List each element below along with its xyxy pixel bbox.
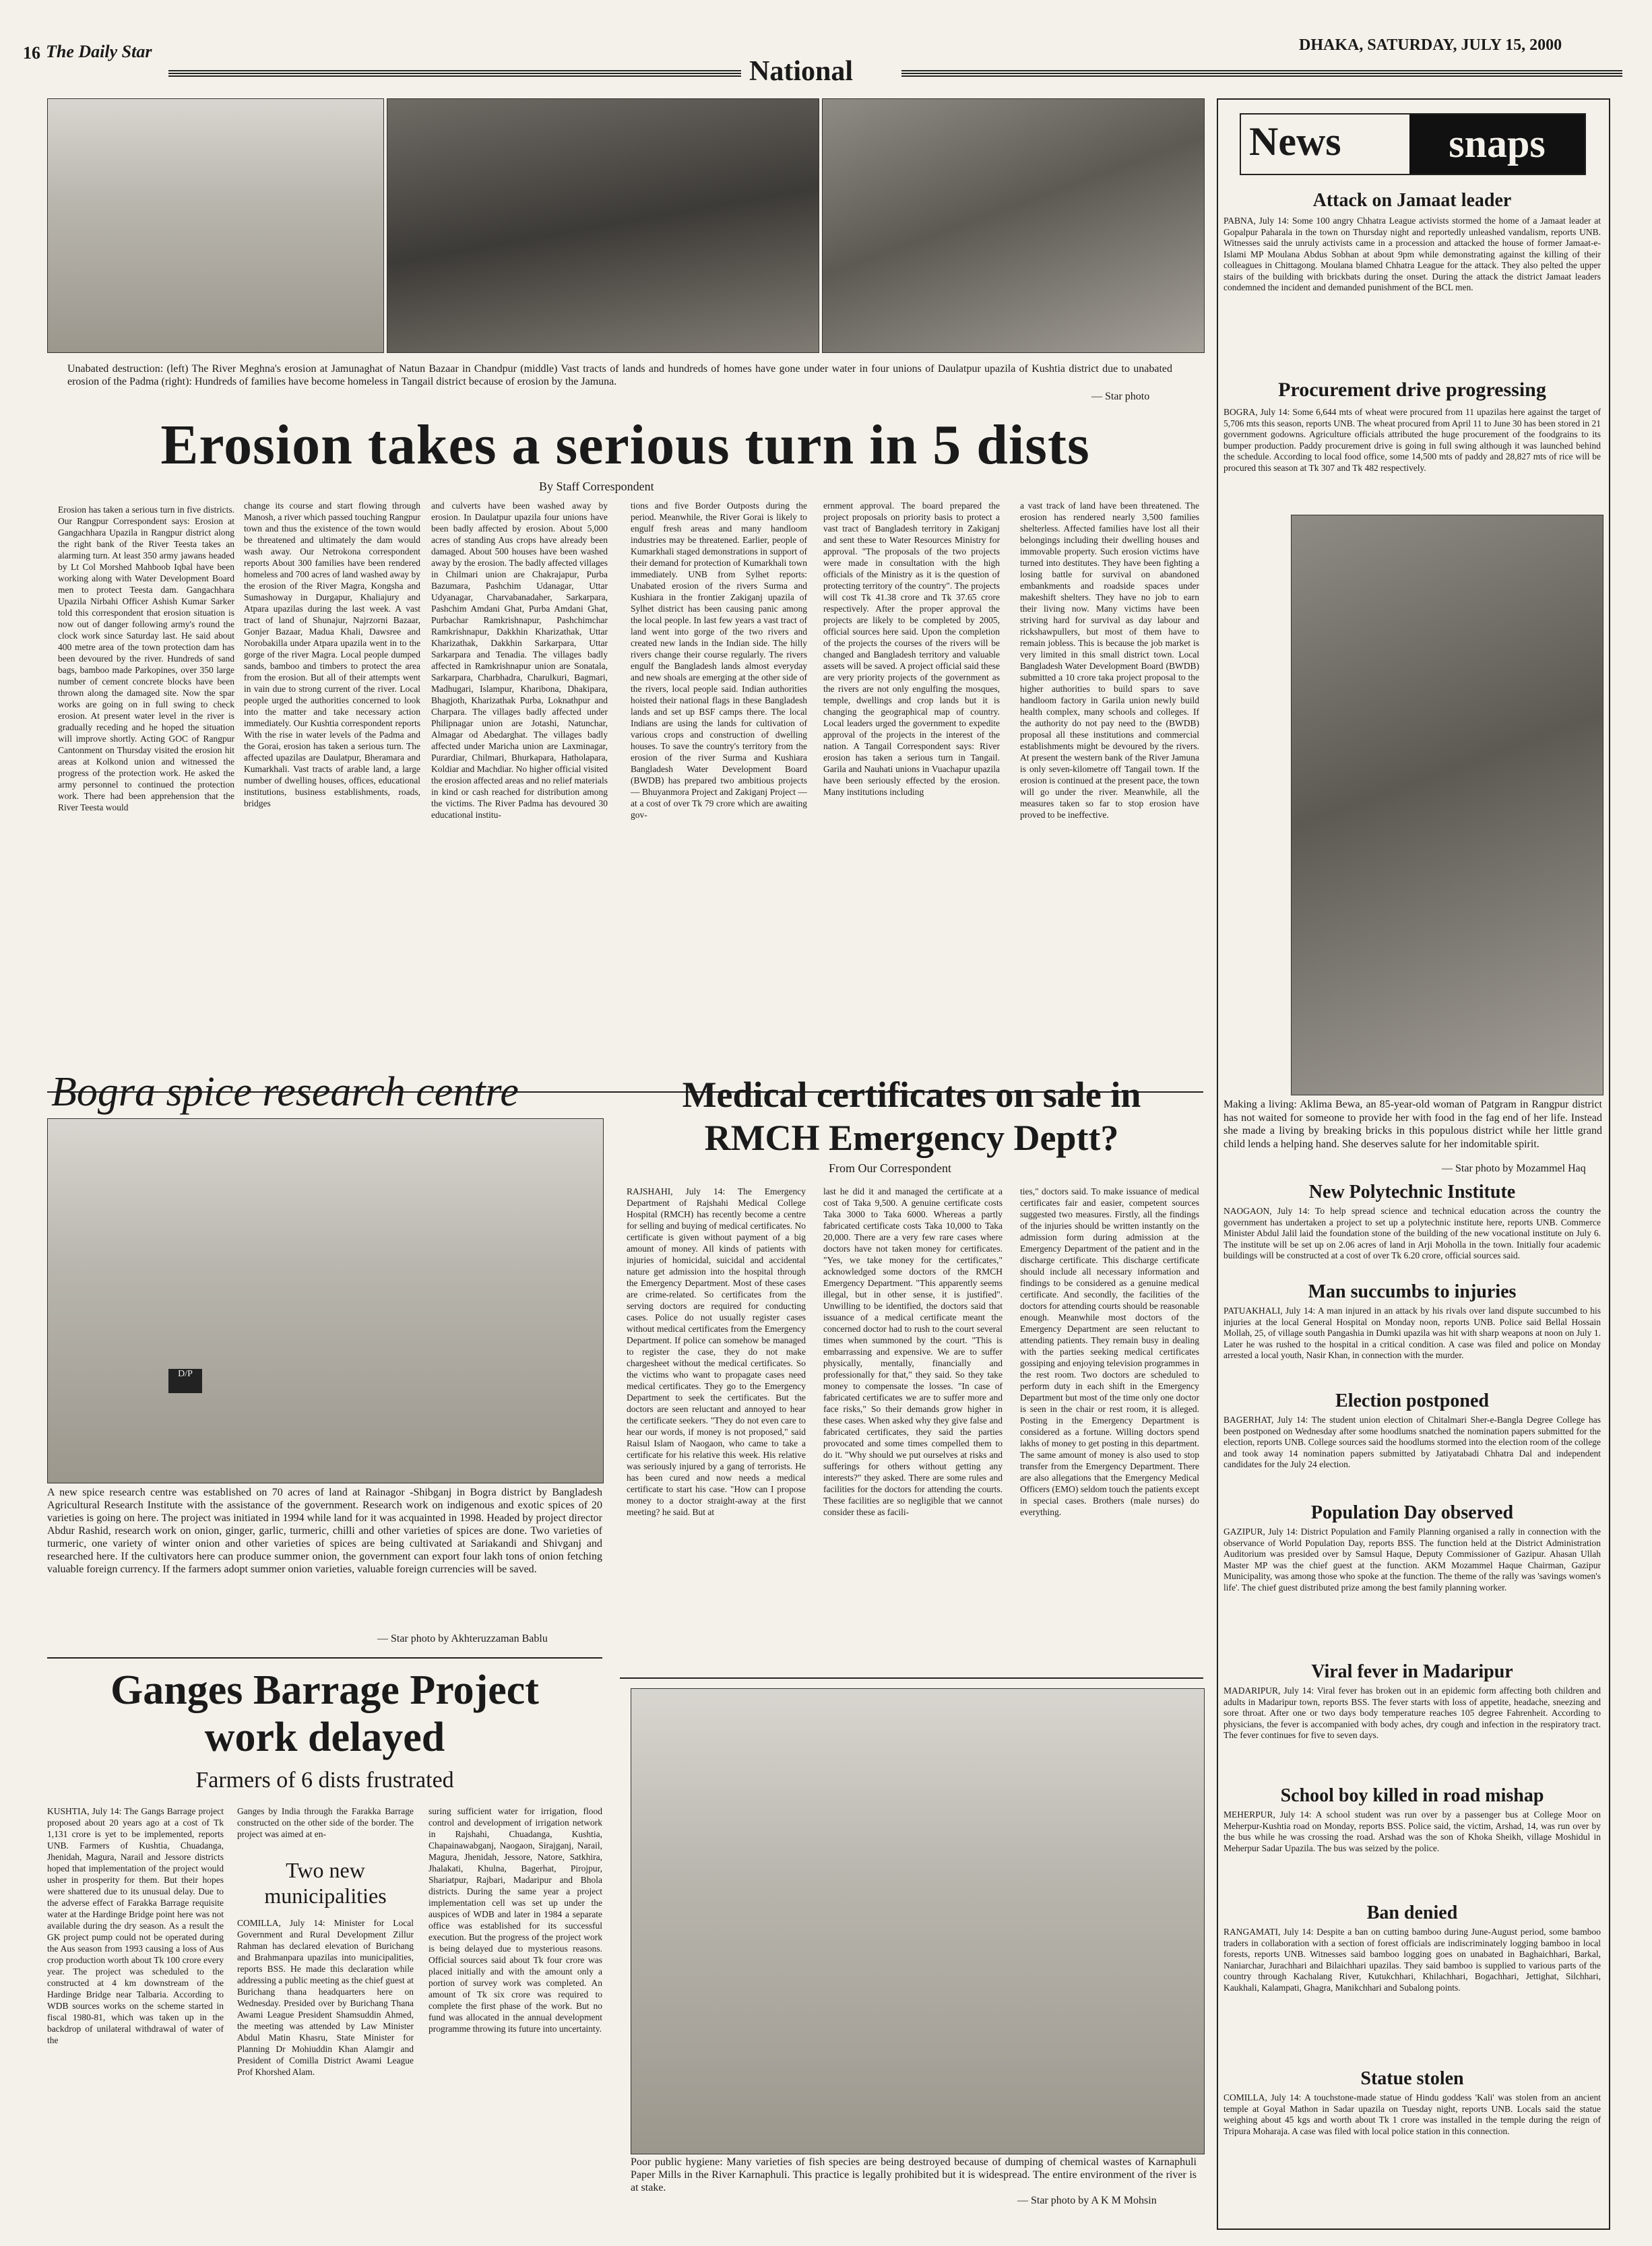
top-photo-caption: Unabated destruction: (left) The River Meghna's erosion at Jamunaghat of Natun Bazaar in Chandpur (middle) Vast tracts of lands and hundreds of homes have gone under water in four unions of Daulatpur upazila of Kushtia district due to unabated erosion of the Padma (right): Hundreds of families have become homeless in Tangail district because of erosion by the Jamuna. bbox=[67, 363, 1172, 387]
medical-hygiene-rule bbox=[620, 1677, 1203, 1679]
erosion-col-6: a vast track of land have been threatened. The erosion has rendered nearly 3,500 families shelterless. Affected families have lost all their belongings including their dwelling houses and immovable property. Such erosion victims have turned into destitutes. They have been fighting a losing battle for survival on abandoned embankments and roadside spaces under makeshift shelters. They have no job to earn their living now. Many victims have been striving hard for survival as day labour and rickshawpullers, but most of them have to remain jobless. This is because the job market is very limited in this small district town. Local Bangladesh Water Development Board (BWDB) submitted a 10 crore taka project proposal to the higher authorities to build spars to save handloom factory in Garila union newly build health complex, many schools and colleges. If the authority do not pay need to the (BWDB) proposal all these institutions and commercial establishments might be devoured by the rivers. At present the western bank of the River Jamuna is only seven-kilometre off Tangail town. If the erosion is continued at the present pace, the town will go under the river. Meanwhile, all the measures taken so far to stop erosion have proved to be ineffective. bbox=[1020, 501, 1199, 820]
photo-jamuna-erosion bbox=[822, 98, 1205, 353]
top-photo-credit: — Star photo bbox=[1091, 391, 1150, 402]
snap-headline-election: Election postponed bbox=[1335, 1390, 1489, 1411]
photo-padma-erosion bbox=[387, 98, 819, 353]
snap-body-election: BAGERHAT, July 14: The student union election of Chitalmari Sher-e-Bangla Degree College has been postponed on Wednesday after some hoodlums snatched the nomination papers submitted for the election, reports UNB. College sources said the hoodlums stormed into the election room of the college and took away 14 nomination papers submitted by Jatiyatabadi Chhatra Dal and independent candidates for the July 24 election. bbox=[1224, 1415, 1601, 1469]
hygiene-caption: Poor public hygiene: Many varieties of fish species are being destroyed because of dumping of chemical wastes of Karnaphuli Paper Mills in the River Karnaphuli. This practice is legally prohibited but it is widespread. The entire environment of the river is at stake. bbox=[631, 2156, 1197, 2193]
bogra-caption: A new spice research centre was established on 70 acres of land at Rainagor -Shibganj in Bogra district by Bangladesh Agricultural Research Institute with the assistance of the government. Research work on indigenous and exotic spices of 20 varieties is going on here. The project was initiated in 1994 while land for it was acquainted in 1998. Headed by project director Abdur Rashid, research work on onion, ginger, garlic, turmeric, chilli and other varieties of spices are done. Two varieties of turmeric, one variety of winter onion and other varieties of spices are being cultivated at Sariakandi and Shivganj and researched here. If the cultivators here can produce summer onion, the government can export four lakh tons of onion fetching valuable foreign currency. If the farmers adopt summer onion varieties, valuable foreign currencies will be saved. bbox=[47, 1487, 602, 1575]
news-snaps-title bbox=[1240, 113, 1586, 175]
snap-body-ban-denied: RANGAMATI, July 14: Despite a ban on cutting bamboo during June-August period, some bamboo traders in collaboration with a section of forest officials are indiscriminately logging bamboo in local forests, reports UNB. Witnesses said bamboo logging goes on unabated in Baghaichhari, Barkal, Naniarchar, Jurachhari and Bilaichhari upazilas. They said bamboo is supplied to various parts of the country through Kachalang River, Kutukchhari, Khilachhari, Bogachhari, Jettighat, Silchhari, Kaukhali, Kalampati, Ghagra, Manikchhari and Subalong points. bbox=[1224, 1927, 1601, 1993]
bogra-headline: Bogra spice research centre bbox=[51, 1069, 519, 1115]
municipalities-text: COMILLA, July 14: Minister for Local Government and Rural Development Zillur Rahman has declared elevation of Burichang and Brahmanpara upazilas into municipalities, reports BSS. He made this declaration while addressing a public meeting as the chief guest at Burichang thana headquarters here on Wednesday. Presided over by Burichang Thana Awami League President Shamsuddin Ahmed, the meeting was attended by Law Minister Abdul Matin Khasru, State Minister for Planning Dr Mohiuddin Khan Alamgir and President of Comilla District Awami League Prof Khorshed Alam. bbox=[237, 1918, 414, 2077]
ganges-headline-1: Ganges Barrage Project bbox=[110, 1667, 539, 1713]
erosion-headline: Erosion takes a serious turn in 5 dists bbox=[160, 414, 1090, 476]
dateline: DHAKA, SATURDAY, JULY 15, 2000 bbox=[1299, 36, 1562, 54]
medical-headline-2: RMCH Emergency Deptt? bbox=[704, 1118, 1119, 1158]
making-living-credit: — Star photo by Mozammel Haq bbox=[1442, 1163, 1586, 1174]
snap-body-polytechnic: NAOGAON, July 14: To help spread science and technical education across the country the government has undertaken a project to set up a polytechnic institute here, reports UNB. Commerce Minister Abdul Jalil laid the foundation stone of the building of the new vocational institute on July 6. The institute will be set up on 2.06 acres of land in Arji Moholla in the town. Initially four academic buildings will be constructed at a cost of over Tk 6.20 crore, official sources said. bbox=[1224, 1206, 1601, 1260]
snap-body-viral-fever: MADARIPUR, July 14: Viral fever has broken out in an epidemic form affecting both children and adults in Madaripur town, reports BSS. The fever starts with loss of appetite, headache, sneezing and sore throat. After one or two days body temperature reaches 105 degree Fahrenheit. According to physicians, the fever is accompanied with body aches, dry cough and infection in the respiratory tract. The fever continues for five to seven days. bbox=[1224, 1686, 1601, 1740]
erosion-col-5: ernment approval. The board prepared the project proposals on priority basis to protect a vast tract of Bangladesh territory in Zakiganj and sent these to Water Resources Ministry for approval. "The proposals of the two projects were made in consultation with the high officials of the Ministry as it is the question of protecting territory of the country". The projects will cost Tk 41.38 crore and Tk 37.65 crore respectively. After the proper approval the projects are likely to be completed by 2005, official sources here said. Upon the completion of the projects the courses of the rivers will be changed and Bangladesh territory and valuable assets will be saved. A project official said these are very priority projects of the government as the rivers are not only engulfing the mosques, temple, dwellings and crop lands but it is changing the geographical map of country. Local leaders urged the government to expedite approval of the projects in the interest of the nation. A Tangail Correspondent says: River erosion has taken a serious turn in Tangail. Garila and Nauhati unions in Vuachapur upazila have been seriously effected by the erosion. Many institutions including bbox=[823, 501, 1000, 797]
bogra-sign: D/P bbox=[168, 1369, 202, 1393]
hygiene-photo bbox=[631, 1688, 1205, 2154]
medical-col-1: RAJSHAHI, July 14: The Emergency Department of Rajshahi Medical College Hospital (RMCH) has recently become a centre for selling and buying of medical certificates. No certificate is given without payment of a big amount of money. All kinds of patients with injuries of homicidal, suicidal and accidental nature get admission into the hospital through the Emergency Department. Most of these cases are crime-related. So certificates from the serving doctors are required for conducting cases. Police do not usually register cases without medical certificates from the Emergency Department. If police can somehow be managed to register the case, they do not make chargesheet without the medical certificates. So the victims who want to propagate cases need medical certificates. They go to the Emergency Department to seek the certificates. But the doctors are seen reluctant and annoyed to hear the certificate seekers. "They do not even care to hear our words, if money is not proposed," said Raisul Islam of Naogaon, who came to take a certificate for his relative this week. His relative was seriously injured by a gang of terrorists. He has been cured and now needs a medical certificate to start his case. "How can I propose money to a doctor straight-away at the first meeting? he said. But at bbox=[627, 1186, 806, 1517]
making-living-caption: Making a living: Aklima Bewa, an 85-year-old woman of Patgram in Rangpur district has not waited for someone to provide her with food in the fag end of her life. Instead she made a living by breaking bricks in this populous district while her little grand child lends a helping hand. She deserves salute for her indomitable spirit. bbox=[1224, 1099, 1602, 1150]
ganges-col-3: suring sufficient water for irrigation, flood control and development of irrigation network in Rajshahi, Chuadanga, Kushtia, Chapainawabganj, Naogaon, Sirajganj, Narail, Magura, Jhenidah, Jessore, Natore, Satkhira, Jhalakati, Khulna, Bagerhat, Pirojpur, Shariatpur, Rajbari, Madaripur and Bhola districts. During the same year a project implementation cell was set up under the auspices of WDB and later in 1984 a separate office was established for its successful execution. But the progress of the project work is being delayed due to mysterious reasons. Official sources said about Tk four crore was placed initially and with the amount only a portion of survey work was completed. An amount of Tk six crore was required to complete the first phase of the work. But no fund was allocated in the annual development programme throwing its future into uncertainty. bbox=[428, 1806, 602, 2034]
bogra-credit: — Star photo by Akhteruzzaman Bablu bbox=[377, 1633, 548, 1644]
snap-headline-school-boy: School boy killed in road mishap bbox=[1280, 1785, 1544, 1806]
medical-col-2: last he did it and managed the certificate at a cost of Taka 9,500. A genuine certificate costs Taka 3000 to Taka 6000. Whereas a partly fabricated certificate costs Taka 10,000 to Taka 20,000. There are a very few rare cases where doctors have not taken money for certificates. "Yes, we take money for the certificates," acknowledged some doctors of the RMCH Emergency Department. "This apparently seems illegal, but in other sense, it is justified". Unwilling to be identified, the doctors said that issuance of a medical certificate meant the concerned doctor had to rush to the court several times when summoned by the court. "This is embarrassing and expensive. We are to suffer physically, mentally, financially and professionally for that," they said. So they take money to compensate the losses. "In case of fabricated certificates we are to suffer more and face risks," So their demands grow higher in these cases. When asked why they give false and fabricated certificates, they said the parties provocated and some times compelled them to do it. "Why should we put ourselves at risks and sufferings for others without getting any interests?" they asked. There are some rules and facilities for the doctors for attending the courts. These facilities are so negligible that we cannot consider these as facili- bbox=[823, 1186, 1003, 1517]
news-snaps-title-right: snaps bbox=[1409, 115, 1585, 174]
page-number: 16 bbox=[23, 43, 40, 63]
municipalities-headline-1: Two new bbox=[286, 1858, 365, 1882]
erosion-byline: By Staff Correspondent bbox=[539, 480, 654, 493]
snap-headline-viral-fever: Viral fever in Madaripur bbox=[1311, 1661, 1513, 1682]
erosion-col-1: Erosion has taken a serious turn in five districts. Our Rangpur Correspondent says: Erosion at Gangachhara Upazila in Rangpur district along the right bank of the River Teesta takes an alarming turn. At least 350 army jawans headed by Lt Col Morshed Mahboob Iqbal have been working along with Water Development Board men to protect Teesta dam. Gangachhara Upazila Nirbahi Officer Ashish Kumar Sarker told this correspondent that erosion situation is now out of danger following army's round the clock work since Saturday last. He said about 400 metre area of the town protection dam has been devoured by the river. Hundreds of sand bags, bamboo made Parkopines, over 350 large number of cement concrete blocks have been thrown along the damaged site. Now the spar works are going on in full swing to check erosion. At present water level in the river is gradually receding and he hoped the situation will improve shortly. Acting GOC of Rangpur Cantonment on Thursday visited the erosion hit areas at Kolkond union and witnessed the progress of the protection work. He asked the army personnel to continued the protection work. There had been apprehension that the River Teesta would bbox=[58, 505, 234, 812]
erosion-col-2: change its course and start flowing through Manosh, a river which passed touching Rangpur town and thus the existence of the town would be threatened and ultimately the dam would wash away. Our Netrokona correspondent reports About 300 families have been rendered homeless and 700 acres of land washed away by the erosion of the River Magra, Kongsha and Sumashoway in Durgapur, Khaliajury and Atpara upazilas during the last week. A vast tract of land of Shunajur, Najrzorni Bazaar, Gonjer Bazaar, Madua Khali, Dawsree and Norobakilla under Atpara upazila went in to the gorge of the river Magra. Local people dumped sands, bamboo and timbers to protect the area from the erosion. But all of their attempts went in vain due to strong current of the river. Local people urged the authorities concerned to look into the matter and take necessary action immediately. Our Kushtia correspondent reports With the rise in water levels of the Padma and the Gorai, erosion has taken a serious turn. The affected upazilas are Daulatpur, Bheramara and Kumarkhali. Vast tracts of arable land, a large number of dwelling houses, offices, educational institutions, business establishments, roads, bridges bbox=[244, 501, 420, 808]
erosion-col-3: and culverts have been washed away by erosion. In Daulatpur upazila four unions have been badly affected by erosion. About 5,000 acres of standing Aus crops have already been damaged. About 500 houses have been washed away by the erosion. The badly affected villages in Chilmari union are Chakrajapur, Purba Bazumara, Pashchim Udanagar, Uttar Udyanagar, Charvabanadaher, Sarkarpara, Pashchim Amdani Ghat, Purba Amdani Ghat, Purbachar Ramkrishnapur, Pashchimchar Ramkrishnapur, Dakkhin Kharizathak, Uttar Kharizathak, Dakkhin Sarkarpara, Uttar Sarkarpara and Tenadia. The villages badly affected in Ramkrishnapur union are Sonatala, Sarkarpara, Charbhadra, Charulkuri, Bagmari, Madhugari, Islampur, Kharibona, Dhakipara, Bhagjoth, Kharizathak Purba, Loknathpur and Charpara. The villages badly affected under Philipnagar union are Jotashi, Natunchar, Almagar od Abedarghat. The villages badly affected under Maricha union are Laxminagar, Purardiar, Chilmari, Bhurkapara, Hatholapara, Koldiar and Machdiar. No higher official visited the erosion affected areas and no relief materials in kind or cash reached for distribution among the victims. The River Padma has devoured 30 educational institu- bbox=[431, 501, 608, 820]
medical-byline: From Our Correspondent bbox=[829, 1161, 951, 1175]
bogra-photo bbox=[47, 1118, 604, 1483]
ganges-headline-2: work delayed bbox=[204, 1714, 445, 1760]
hygiene-credit: — Star photo by A K M Mohsin bbox=[1017, 2195, 1157, 2206]
section-title: National bbox=[749, 56, 854, 87]
bogra-ganges-rule bbox=[47, 1657, 602, 1659]
medical-headline-1: Medical certificates on sale in bbox=[682, 1074, 1141, 1115]
ganges-col-2: Ganges by India through the Farakka Barrage constructed on the other side of the border. The project was aimed at en- bbox=[237, 1806, 414, 1839]
snap-body-statue: COMILLA, July 14: A touchstone-made statue of Hindu goddess 'Kali' was stolen from an ancient temple at Goyal Mathon in Sadar upazila on Tuesday night, reports UNB. Locals said the statue weighing about 45 kgs and worth about Tk 1 crore was installed in the temple during the reign of Tripura Moharaja. A case was filed with local police station in this connection. bbox=[1224, 2092, 1601, 2136]
snap-body-population: GAZIPUR, July 14: District Population and Family Planning organised a rally in connection with the observance of World Population Day, reports BSS. The function held at the District Administration Auditorium was presided over by Samsul Haque, Deputy Commissioner of Gazipur. Ahasan Ullah Master MP was the chief guest at the function. AKM Mozammel Haque Chairman, Gazipur Municipality, was among those who spoke at the function. The theme of the rally was 'savings women's life'. The chief guest distributed prize among the best family planning worker. bbox=[1224, 1527, 1601, 1593]
snap-body-school-boy: MEHERPUR, July 14: A school student was run over by a passenger bus at College Moor on Meherpur-Kushtia road on Monday, reports BSS. Police said, the victim, Arshad, 14, was run over by the bus while he was crossing the road. Arshad was the son of Khoka Sheikh, village Moshidul in Meherpur Sadar Upazila. The bus was seized by the police. bbox=[1224, 1809, 1601, 1853]
news-snaps-title-left: News bbox=[1249, 119, 1341, 164]
municipalities-headline-2: municipalities bbox=[264, 1884, 387, 1908]
snap-body-procurement: BOGRA, July 14: Some 6,644 mts of wheat were procured from 11 upazilas here against the target of 5,706 mts this season, reports UNB. The wheat procured from April 11 to June 30 has been stored in 21 government godowns. Agriculture officials attributed the huge procurement of the foodgrains to its bumper production. Paddy procurement drive is going in full swing although it was launched behind the schedule. According to local food office, some 14,500 mts of paddy and 28,827 mts of rice will be procured this season at Tk 307 and Tk 482 respectively. bbox=[1224, 407, 1601, 473]
snap-headline-attack: Attack on Jamaat leader bbox=[1312, 190, 1512, 211]
snap-headline-procurement: Procurement drive progressing bbox=[1278, 379, 1546, 401]
header-rule-left bbox=[168, 70, 741, 77]
erosion-col-4: tions and five Border Outposts during the period. Meanwhile, the River Gorai is likely to engulf fresh areas and many handloom industries may be threatened. Earlier, people of Kumarkhali staged demonstrations in support of their demand for protection of Kumarkhali town immediately. UNB from Sylhet reports: Unabated erosion of the rivers Surma and Kushiara in the frontier Zakiganj upazila of Sylhet district has been causing panic among the local people. In last few years a vast tract of land went into gorge of the two rivers and created new lands in the Indian side. The hilly rivers change their course regularly. The rivers engulf the Bangladesh lands almost everyday and new shoals are emerging at the other side of the rivers, local people said. Indian authorities hoisted their national flags in these Bangladesh lands and set up BSF camps there. The local Indians are using the lands for cultivation of various crops and construction of dwelling houses. To save the country's territory from the erosion of the river Surma and Kushiara Bangladesh Water Development Board (BWDB) has prepared two ambitious projects — Bhuyanmora Project and Zakiganj Project — at a cost of over Tk 79 crore which are awaiting gov- bbox=[631, 501, 807, 820]
snap-headline-ban-denied: Ban denied bbox=[1366, 1902, 1458, 1923]
making-living-photo bbox=[1291, 515, 1603, 1095]
medical-col-3: ties," doctors said. To make issuance of medical certificates fair and easier, competent sources suggested two measures. Firstly, all the findings of the injuries should be written instantly on the admission form during admission at the Emergency Department of the patient and in the discharge certificate. This discharge certificate should include all necessary information and findings to be considered as a genuine medical certificate. And secondly, the facilities of the doctors for attending courts should be reasonable enough. Meanwhile most doctors of the Emergency Department are seen reluctant to attending patients. They remain busy in dealing with the parties seeking medical certificates gossiping and enjoying television programmes in the rest room. Two doctors are scheduled to perform duty in each shift in the Emergency Department but most of the time only one doctor is seen in the chair or rest room, it is alleged. Posting in the Emergency Department is considered as a fortune. Willing doctors spend lakhs of money to get posting in this department. The same amount of money is also used to stop transfer from the Emergency Department. There are also allegations that the Emergency Medical Officers (EMO) seldom touch the patients except in special cases. Brothers (male nurses) do everything. bbox=[1020, 1186, 1199, 1517]
ganges-subhead: Farmers of 6 dists frustrated bbox=[195, 1768, 454, 1793]
header-rule-right bbox=[901, 70, 1622, 77]
masthead-logo: The Daily Star bbox=[46, 42, 152, 61]
snap-headline-statue: Statue stolen bbox=[1360, 2068, 1464, 2089]
snap-body-attack: PABNA, July 14: Some 100 angry Chhatra League activists stormed the home of a Jamaat leader at Gopalpur Paharala in the town on Thursday night and reportedly unleashed vandalism, reports UNB. Witnesses said the unruly activists came in a procession and attacked the house of former Jamaat-e-Islami MP Moulana Abdus Sobhan at about 9pm while demonstrating against the killing of their colleagues in Chittagong. Moulana blamed Chhatra League for the attack. They also pelted the upper stairs of the building with brickbats during the onset. During the attack the district Jamaat leaders condemned the incident and demanded punishment of the BCL men. bbox=[1224, 216, 1601, 292]
photo-meghna-erosion bbox=[47, 98, 384, 353]
snap-body-man-succumbs: PATUAKHALI, July 14: A man injured in an attack by his rivals over land dispute succumbed to his injuries at the local General Hospital on Monday noon, reports UNB. Police said Bellal Hossain Mollah, 25, of village south Pangashia in Dumki upazila was hit with sharp weapons at noon on July 1. Later he was rushed to the hospital in a critical condition. A case was filed and police on Monday arrested a local youth, Nasir Khan, in connection with the murder. bbox=[1224, 1306, 1601, 1360]
snap-headline-population: Population Day observed bbox=[1310, 1502, 1514, 1523]
snap-headline-polytechnic: New Polytechnic Institute bbox=[1308, 1182, 1516, 1202]
snap-headline-man-succumbs: Man succumbs to injuries bbox=[1308, 1281, 1517, 1302]
ganges-col-1: KUSHTIA, July 14: The Gangs Barrage project proposed about 20 years ago at a cost of Tk 1,131 crore is yet to be implemented, reports UNB. Farmers of Kushtia, Chuadanga, Jhenidah, Magura, Narail and Jessore districts hoped that implementation of the project would usher in prosperity for them. But their hopes were shattered due to its unusual delay. Due to the adverse effect of Farakka Barrage requisite water at the Hardinge Bridge point here was not available during the dry season. As a result the GK project pump could not be operated during the Aus season from 1993 causing a loss of Aus crop production worth about Tk 100 crore every year. The project was scheduled to the constructed at 4 km downstream of the Hardinge Bridge near Talbaria. According to WDB sources works on the scheme started in fiscal 1980-81, which was taken up in the backdrop of unilateral withdrawal of water of the bbox=[47, 1806, 224, 2045]
